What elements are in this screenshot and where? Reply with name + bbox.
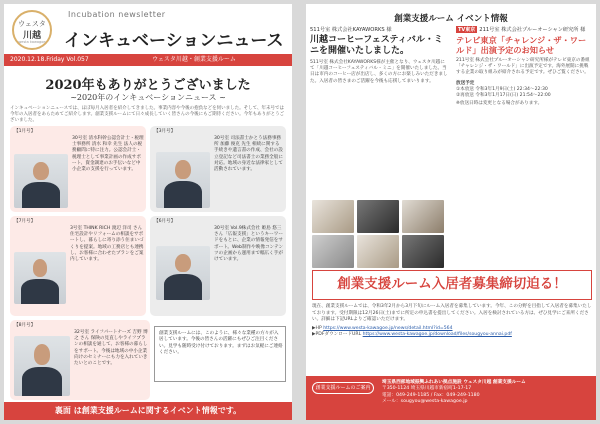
- issue-band: [4, 54, 292, 66]
- recruit-heading: 創業支援ルーム入居者募集締切迫る！: [312, 270, 592, 300]
- homepage-link[interactable]: https://www.westa-kawagoe.jp/news/detail.html?id=564: [323, 325, 453, 331]
- contact-footer: [306, 376, 596, 420]
- event-headline: 川越コーヒーフェスティバル・ミニを開催いたしました。: [310, 35, 443, 56]
- tenant-card: [150, 126, 286, 212]
- event-left: [310, 26, 448, 85]
- link-label: ▶PDFダウンロードURL: [312, 332, 362, 337]
- room-info-box: [154, 326, 286, 382]
- card-text: 30号室 Vol.9株式会社 姫島 悠三 さん「広報支援」というキーワードをもとに、企業の情報発信をサポート。Web制作や映像コンテンツの企画から運用まで幅広く手がけています。: [214, 226, 284, 263]
- card-text: 30号室 司法書士かとう法務事務所 加藤 俊克 先生 相続に関する手続きや遺言書の作成、会社の設立登記など司法書士の業務全般に対応。地域の身近な法律家として活動されています。: [214, 136, 283, 173]
- schedule-note: ※放送日時は変更となる場合があります。: [456, 101, 543, 107]
- page-subheadline: ~2020年のインキュベーションニュース ~: [70, 93, 226, 102]
- card-issue: 【6月号】: [154, 219, 176, 224]
- event-headline: テレビ東京「チャレンジ・ザ・ワールド」出演予定のお知らせ: [456, 35, 587, 55]
- issue-publisher: ウェスタ川越・創業支援ルーム: [152, 56, 236, 63]
- event-photos: [312, 200, 447, 268]
- intro-paragraph: インキュベーションニュースでは、ほぼ毎月入居者を紹介してきました。事業内容や今後の抱負などを伺いました。そして、年末号では今年の入居者をあらためてご紹介します。創業支援ルームにて日々成長していく皆さんの今後にもご期待ください。今年もありがとうございました。: [10, 106, 285, 123]
- back-page-note: 裏面 は創業支援ルームに関するイベント情報です。: [4, 402, 292, 420]
- room-guide-button[interactable]: 創業支援ルームのご案内: [312, 382, 374, 394]
- event-right: [456, 26, 592, 107]
- card-text: 30号室 清水科幹公認会計士・税理士事務所 清水 和幸 先生 法人の税務顧問に特に注力。公認会計士・税理士として事業計画の作成サポート、資金調達のお手伝いなど中小企業の支援を行っています。: [72, 136, 144, 173]
- event-body: 511号室 株式会社KAYAWORKS様が主催となり、ウェスタ川越にて「川越コーヒーフェスティバル・ミニ」を開催いたしました。当日は市内のコーヒー店が出店し、多くの方にお楽しみいただきました。入居者の皆さまのご活躍を今後も応援してまいります。: [310, 60, 448, 84]
- tv-tokyo-logo: TV東京: [458, 27, 476, 33]
- room-info-text: 創業支援ルームには、このように、様々な業種の方々が入居しています。今後の皆さんの活躍にもぜひご注目ください。見学も随時受け付けております。まずはお気軽にご連絡ください。: [159, 331, 283, 355]
- event-photo: [357, 235, 399, 268]
- westa-logo: [12, 10, 52, 50]
- card-issue: 【3月号】: [154, 129, 176, 134]
- event-photo: [312, 200, 354, 233]
- tenant-photo: [14, 336, 70, 396]
- schedule-item: ②再放送 令和3年1月17日(日) 21:54〜22:00: [456, 93, 551, 99]
- event-org: 511号室 株式会社KAYAWORKS 様: [310, 27, 392, 33]
- issue-date: 2020.12.18.Friday Vol.057: [10, 56, 89, 63]
- contact-facility: 埼玉県西部地域振興ふれあい拠点施設 ウェスタ川越 創業支援ルーム: [382, 380, 526, 385]
- event-photo: [357, 200, 399, 233]
- event-photo: [402, 235, 444, 268]
- tenant-card: [10, 216, 146, 316]
- card-issue: 【8月号】: [14, 323, 36, 328]
- card-text: 3号室 THINK RICH 渡辺 洋司 さん 住宅設計やリフォームの相談をサポートし、暮らしに寄り添う住まいづくりを提案。地域の工務店とも連携し、お客様に合わせたプランをご案内しています。: [70, 226, 144, 263]
- logo-text-main: 川越: [22, 31, 41, 41]
- newsletter-page-front: [4, 4, 292, 420]
- schedule-item: ①本放送 令和3年1月9日(土) 22:34〜22:30: [456, 86, 548, 92]
- contact-email: メール：sougyou@westa-kawagoe.jp: [382, 399, 468, 405]
- link-label: ▶HP: [312, 325, 322, 331]
- tenant-photo: [14, 252, 66, 304]
- newsletter-page-back: [306, 4, 596, 420]
- tenant-card: [10, 126, 146, 212]
- contact-address: 〒350-1124 埼玉県川越市新宿町1-17-17: [382, 386, 472, 392]
- contact-lines: [382, 380, 592, 406]
- card-issue: 【1月号】: [14, 129, 36, 134]
- tenant-photo: [156, 152, 210, 208]
- event-photo: [312, 235, 354, 268]
- newsletter-english-title: Incubation newsletter: [68, 10, 166, 19]
- tenant-photo: [14, 154, 68, 208]
- tenant-card: [10, 320, 150, 400]
- logo-text-sub: westa kawagoe: [18, 40, 46, 44]
- tenant-photo: [156, 246, 210, 300]
- page-headline: 2020年もありがとうございました: [45, 78, 251, 93]
- event-body: 211号室 株式会社プルーオーシャン研究所様がテレビ東京の番組「チャレンジ・ザ・ワールド」に出演予定です。海外展開に挑戦する企業の取り組みが紹介される予定です。ぜひご覧ください。: [456, 58, 590, 76]
- event-photo: [402, 200, 444, 233]
- recruit-text: 現在、創業支援ルームでは、令和3年2月から3月下旬にルーム入居者を募集しています。今年、この分野を目指して入居者を募集いたしております。受付期限は12月26日(土)までに所定の申込書を提出してください。入居を検討されている方は、ぜひ見学にご来所ください。詳細は下記URLよりご確認いただけます。: [312, 304, 592, 322]
- card-text: 32号室 ライフパートナーズ 吉野 博之 さん 保険の見直しやライフプランの相談を通して、お客様の暮らしをサポート。今後は地域の中小企業向けのセミナーにも力を入れていきたいとのことです。: [74, 330, 148, 367]
- recruit-text-block: [312, 304, 592, 339]
- schedule-label: 放送予定: [456, 80, 475, 86]
- contact-phone: 電話：049-249-1185 / Fax：049-249-1180: [382, 392, 480, 398]
- events-title: 創業支援ルーム イベント情報: [394, 14, 508, 24]
- newsletter-title: インキュベーションニュース: [64, 31, 284, 51]
- tenant-card: [150, 216, 286, 316]
- pdf-download-link[interactable]: https://www.westa-kawagoe.jp/download/files/sougyou-annai.pdf: [362, 332, 512, 337]
- card-issue: 【7月号】: [14, 219, 36, 224]
- logo-text-top: ウェスタ: [18, 20, 46, 28]
- event-org: 211号室 株式会社プルーオーシャン研究所 様: [479, 27, 586, 33]
